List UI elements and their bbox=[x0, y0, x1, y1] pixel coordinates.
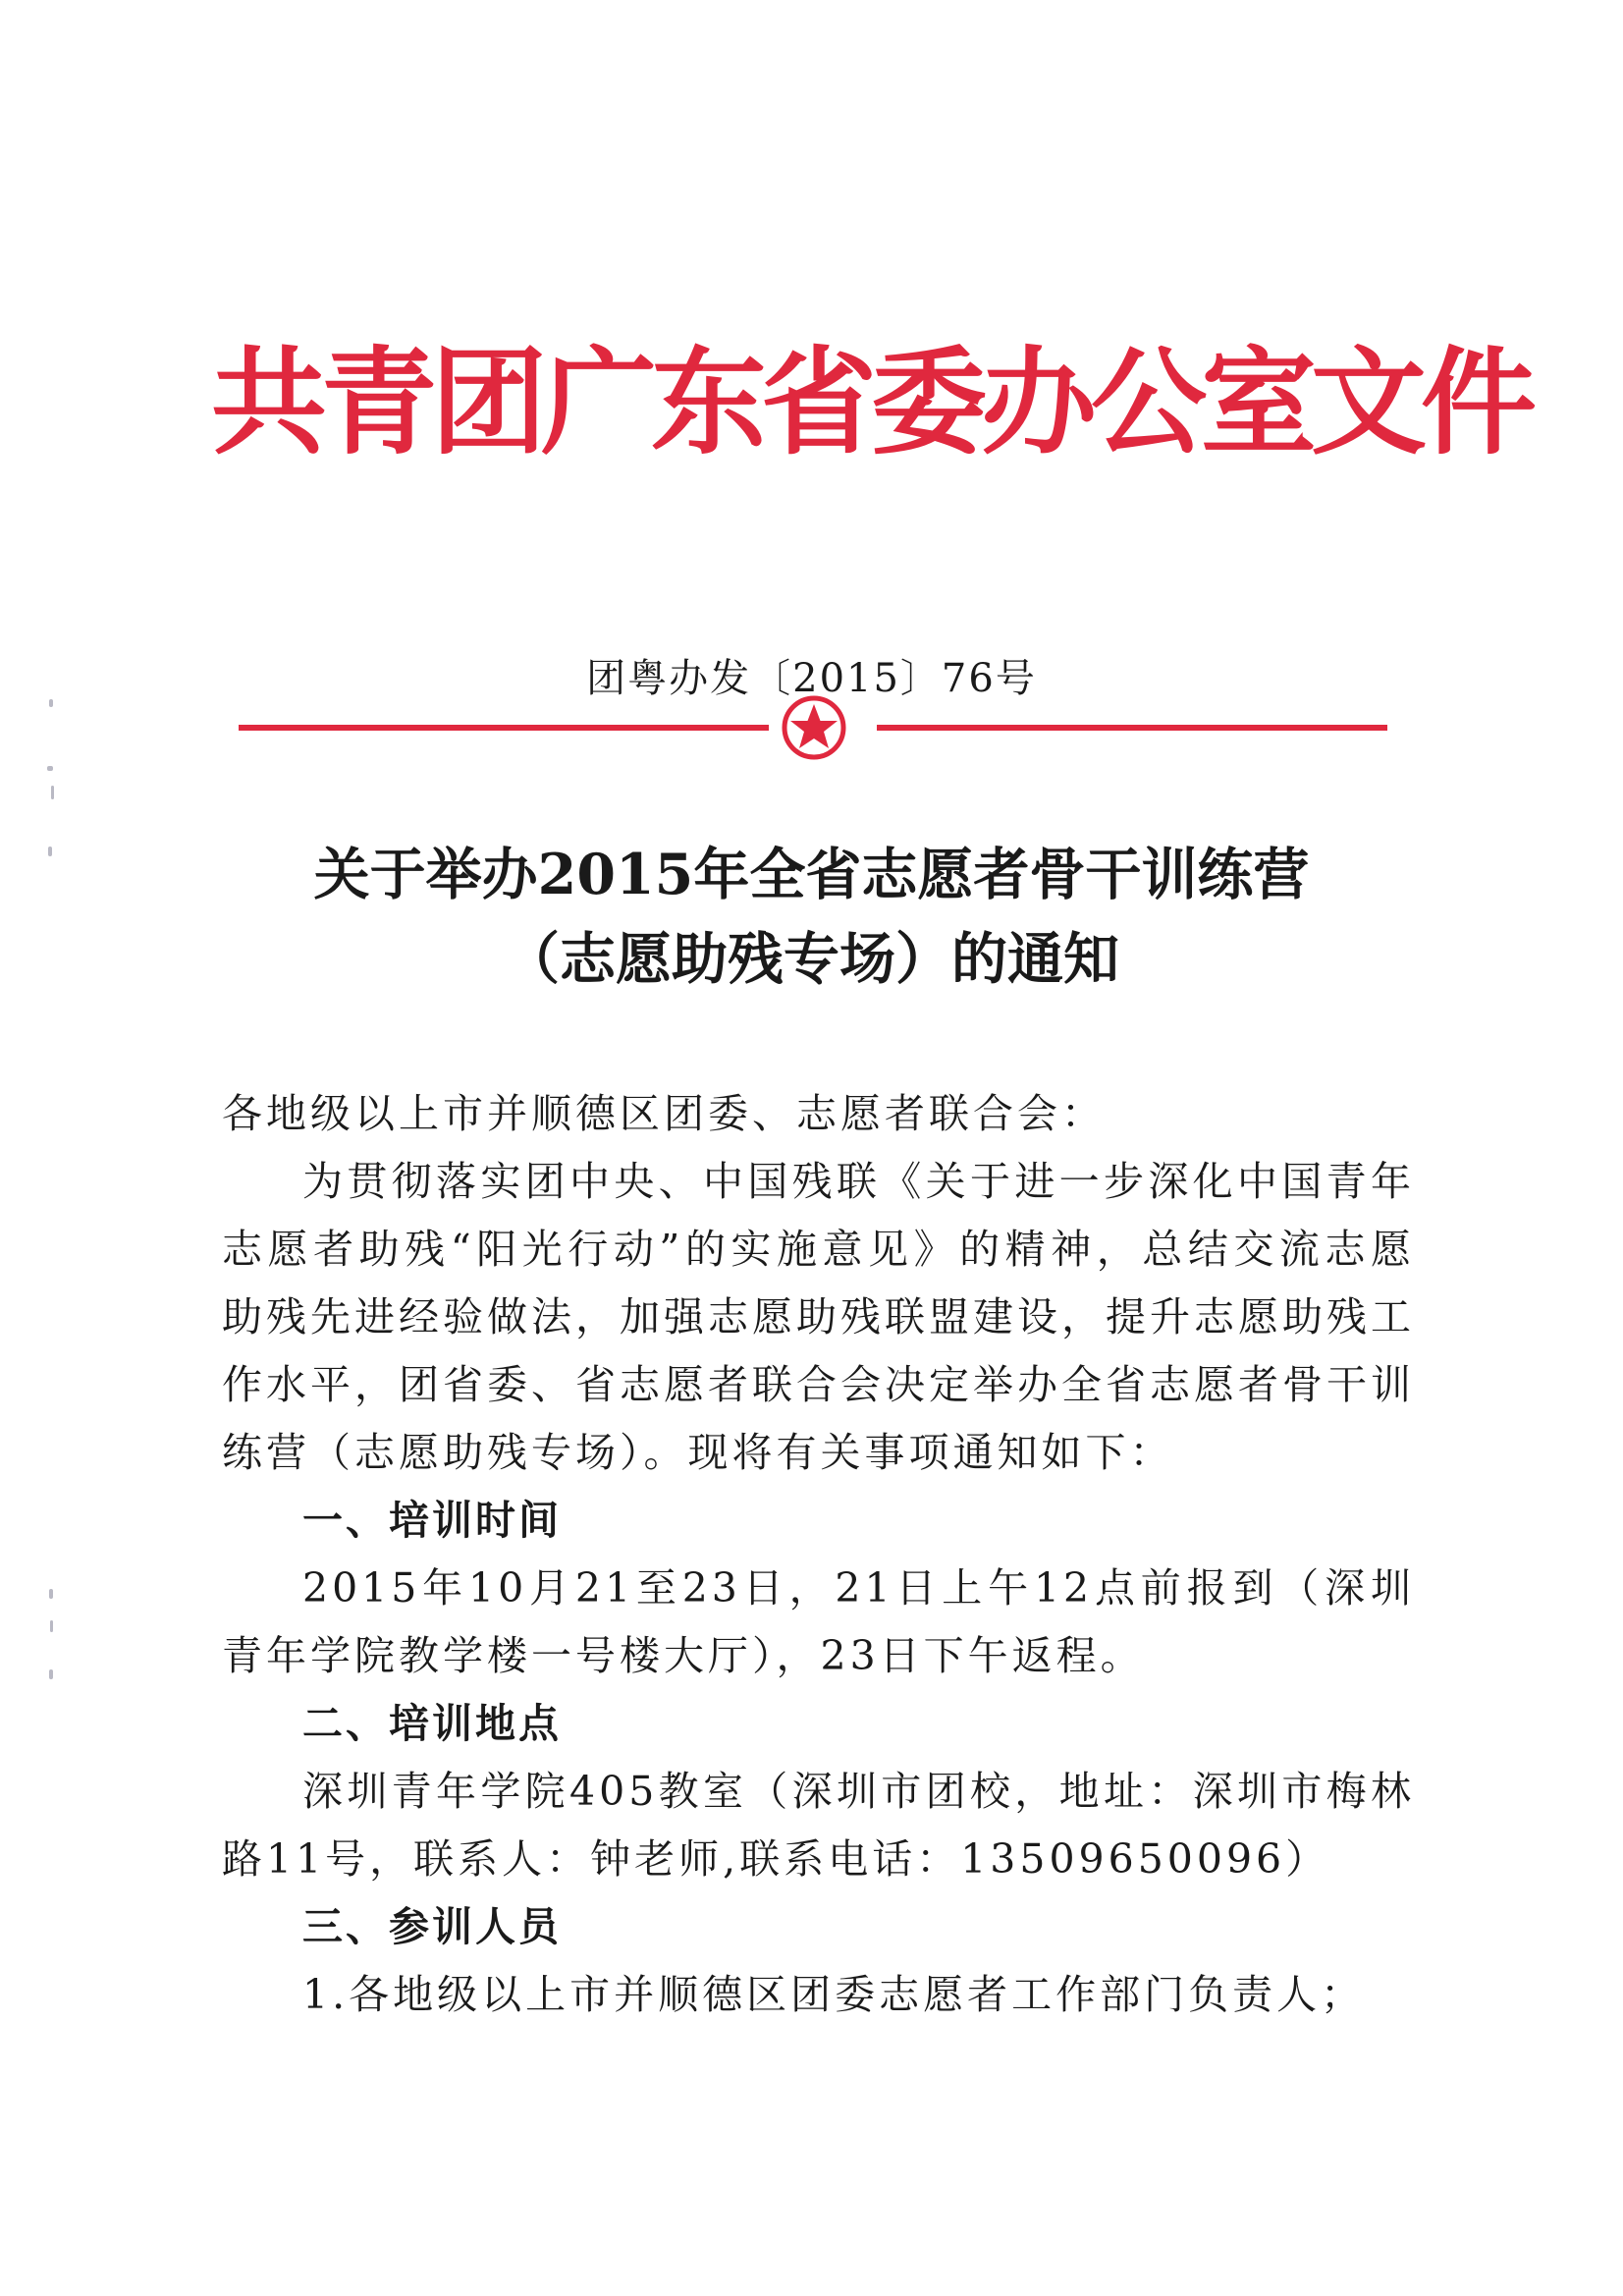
scan-mark bbox=[49, 1669, 53, 1679]
section-heading-location: 二、培训地点 bbox=[302, 1700, 562, 1747]
section-text-time: 2015年10月21至23日，21日上午12点前报到（深圳青年学院教学楼一号楼大厅），23日下午返程。 bbox=[222, 1564, 1415, 1679]
intro-paragraph: 为贯彻落实团中央、中国残联《关于进一步深化中国青年志愿者助残“阳光行动”的实施意见》的精神，总结交流志愿助残先进经验做法，加强志愿助残联盟建设，提升志愿助残工作水平，团省委、省志愿者联合会决定举办全省志愿者骨干训练营（志愿助残专场）。现将有关事项通知如下： bbox=[222, 1158, 1415, 1476]
red-star-emblem-icon bbox=[779, 692, 849, 763]
salutation: 各地级以上市并顺德区团委、志愿者联合会： bbox=[222, 1090, 1106, 1137]
notice-body bbox=[222, 1080, 1415, 2029]
section-heading-time: 一、培训时间 bbox=[302, 1497, 562, 1544]
red-divider-right bbox=[877, 725, 1387, 731]
scan-mark bbox=[48, 847, 52, 856]
notice-title-line1: 关于举办2015年全省志愿者骨干训练营 bbox=[313, 842, 1310, 907]
document-number: 团粤办发〔2015〕76号 bbox=[586, 656, 1037, 701]
scan-mark bbox=[49, 699, 53, 707]
scan-mark bbox=[49, 1589, 53, 1599]
notice-title-line2: （志愿助残专场）的通知 bbox=[504, 926, 1119, 992]
masthead-title: 共青团广东省委办公室文件 bbox=[211, 335, 1532, 470]
notice-title bbox=[0, 833, 1623, 1002]
red-divider-left bbox=[239, 725, 769, 731]
scan-mark bbox=[47, 766, 53, 771]
section-text-location: 深圳青年学院405教室（深圳市团校，地址：深圳市梅林路11号，联系人：钟老师,联系电话：13509650096） bbox=[222, 1768, 1415, 1883]
scan-mark bbox=[50, 1620, 53, 1632]
section-heading-participants: 三、参训人员 bbox=[302, 1903, 562, 1950]
participants-item-1: 1.各地级以上市并顺德区团委志愿者工作部门负责人； bbox=[302, 1971, 1366, 2018]
scan-mark bbox=[51, 786, 54, 799]
